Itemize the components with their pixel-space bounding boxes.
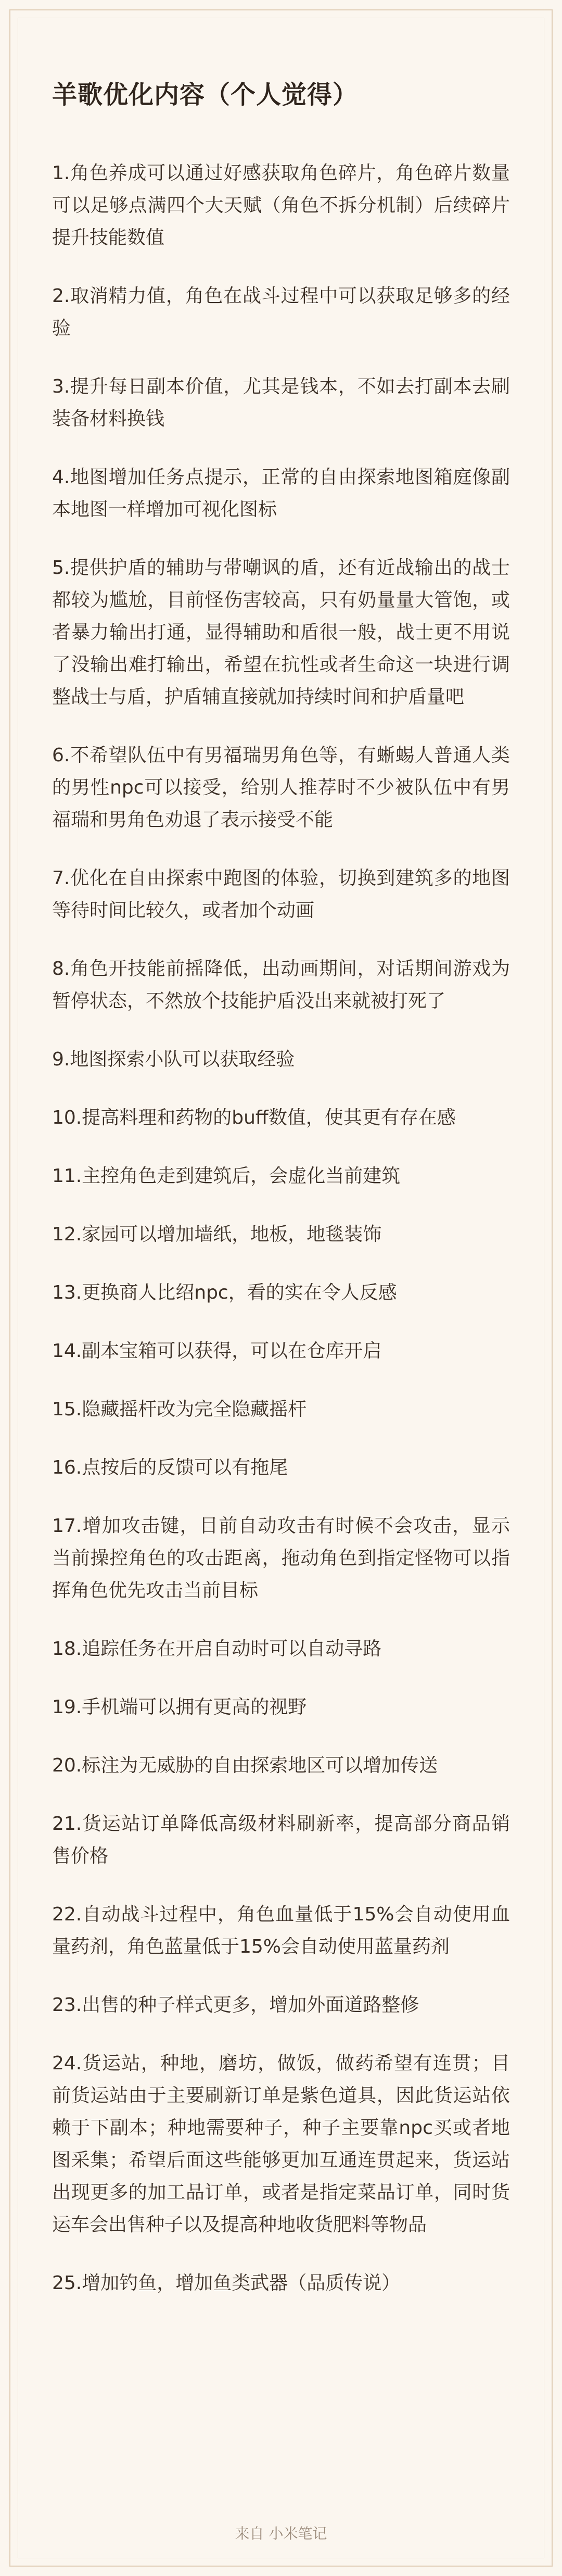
list-item: 4.地图增加任务点提示，正常的自由探索地图箱庭像副本地图一样增加可视化图标 <box>52 467 510 520</box>
list-item: 16.点按后的反馈可以有拖尾 <box>52 1457 288 1478</box>
list-item: 5.提供护盾的辅助与带嘲讽的盾，还有近战输出的战士都较为尴尬，目前怪伤害较高，只有奶量量大管饱，或者暴力输出打通，显得辅助和盾很一般，战士更不用说了没输出难打输出，希望在抗性或者生命这一块进行调整战士与盾，护盾辅直接就加持续时间和护盾量吧 <box>52 557 510 708</box>
list-item: 12.家园可以增加墙纸，地板，地毯装饰 <box>52 1224 382 1245</box>
list-item: 23.出售的种子样式更多，增加外面道路整修 <box>52 1994 419 2016</box>
list-item: 17.增加攻击键，目前自动攻击有时候不会攻击，显示当前操控角色的攻击距离，拖动角色到指定怪物可以指挥角色优先攻击当前目标 <box>52 1515 510 1601</box>
list-item: 21.货运站订单降低高级材料刷新率，提高部分商品销售价格 <box>52 1813 510 1867</box>
item-list <box>52 157 510 2299</box>
list-item: 6.不希望队伍中有男福瑞男角色等，有蜥蜴人普通人类的男性npc可以接受，给别人推荐时不少被队伍中有男福瑞和男角色劝退了表示接受不能 <box>52 745 510 831</box>
list-item: 9.地图探索小队可以获取经验 <box>52 1049 295 1070</box>
list-item: 3.提升每日副本价值，尤其是钱本，不如去打副本去刷装备材料换钱 <box>52 376 510 430</box>
list-item: 11.主控角色走到建筑后，会虚化当前建筑 <box>52 1165 401 1187</box>
list-item: 24.货运站，种地，磨坊，做饭，做药希望有连贯；目前货运站由于主要刷新订单是紫色道具，因此货运站依赖于下副本；种地需要种子，种子主要靠npc买或者地图采集；希望后面这些能够更加互通连贯起来，货运站出现更多的加工品订单，或者是指定菜品订单，同时货运车会出售种子以及提高种地收货肥料等物品 <box>52 2053 510 2235</box>
list-item: 20.标注为无威胁的自由探索地区可以增加传送 <box>52 1755 438 1776</box>
list-item: 13.更换商人比绍npc，看的实在令人反感 <box>52 1282 397 1303</box>
list-item: 18.追踪任务在开启自动时可以自动寻路 <box>52 1638 382 1660</box>
note-content <box>52 78 510 2326</box>
note-title: 羊歌优化内容（个人觉得） <box>52 80 359 109</box>
list-item: 10.提高料理和药物的buff数值，使其更有存在感 <box>52 1107 456 1128</box>
list-item: 7.优化在自由探索中跑图的体验，切换到建筑多的地图等待时间比较久，或者加个动画 <box>52 868 510 921</box>
list-item: 15.隐藏摇杆改为完全隐藏摇杆 <box>52 1399 307 1420</box>
list-item: 25.增加钓鱼，增加鱼类武器（品质传说） <box>52 2272 401 2294</box>
list-item: 1.角色养成可以通过好感获取角色碎片，角色碎片数量可以足够点满四个大天赋（角色不拆分机制）后续碎片提升技能数值 <box>52 162 510 248</box>
list-item: 19.手机端可以拥有更高的视野 <box>52 1697 307 1718</box>
list-item: 22.自动战斗过程中，角色血量低于15%会自动使用血量药剂，角色蓝量低于15%会自动使用蓝量药剂 <box>52 1904 510 1957</box>
list-item: 8.角色开技能前摇降低，出动画期间，对话期间游戏为暂停状态，不然放个技能护盾没出来就被打死了 <box>52 958 510 1012</box>
list-item: 2.取消精力值，角色在战斗过程中可以获取足够多的经验 <box>52 285 510 339</box>
source-footer: 来自 小米笔记 <box>235 2525 327 2542</box>
list-item: 14.副本宝箱可以获得，可以在仓库开启 <box>52 1340 382 1362</box>
